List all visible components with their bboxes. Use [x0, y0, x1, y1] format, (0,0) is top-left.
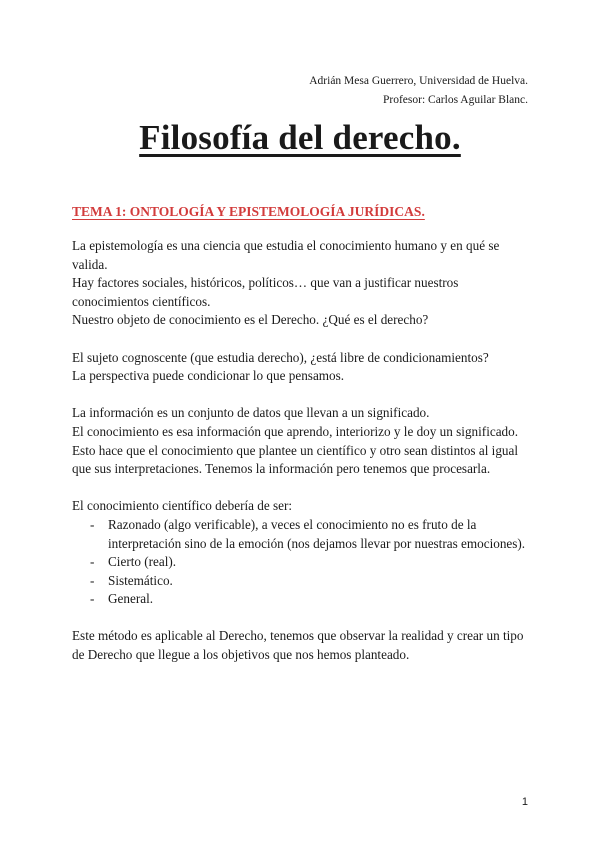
paragraph-subject	[72, 349, 530, 386]
paragraph-line: El conocimiento es esa información que aprendo, interiorizo y le doy un significado. Esto hace que el conocimiento que plantee un científico y otro sean distintos al igual que sus interpretaciones. Tenemos la información pero tenemos que procesarla.	[72, 423, 519, 477]
dash-bullet: -	[90, 516, 95, 532]
list-item	[72, 553, 530, 572]
paragraph-line: Hay factores sociales, históricos, políticos… que van a justificar nuestros conocimientos científicos.	[72, 275, 459, 309]
paragraph-epistemology	[72, 237, 530, 330]
page-title: Filosofía del derecho.	[139, 118, 461, 157]
paragraph-line: El sujeto cognoscente (que estudia derecho), ¿está libre de condicionamientos?	[72, 349, 489, 365]
document-header	[309, 72, 528, 110]
paragraph-line: La perspectiva puede condicionar lo que pensamos.	[72, 368, 345, 384]
list-item-text: Razonado (algo verificable), a veces el conocimiento no es fruto de la interpretación sino de la emoción (nos dejamos llevar por nuestras emociones).	[108, 516, 526, 551]
list-intro: El conocimiento científico debería de ser:	[72, 498, 293, 514]
criteria-list	[72, 516, 530, 609]
list-item	[72, 516, 530, 553]
dash-bullet: -	[90, 572, 95, 588]
page-number: 1	[521, 796, 528, 808]
list-item-text: General.	[108, 591, 154, 607]
professor-line: Profesor: Carlos Aguilar Blanc.	[382, 94, 528, 106]
author-line: Adrián Mesa Guerrero, Universidad de Huelva.	[309, 75, 528, 87]
section-heading: TEMA 1: ONTOLOGÍA Y EPISTEMOLOGÍA JURÍDICAS.	[72, 204, 425, 219]
dash-bullet: -	[90, 554, 95, 570]
list-item-text: Sistemático.	[108, 572, 173, 588]
list-item	[72, 590, 530, 609]
paragraph-line: La información es un conjunto de datos que llevan a un significado.	[72, 405, 430, 421]
dash-bullet: -	[90, 591, 95, 607]
paragraph-line: La epistemología es una ciencia que estudia el conocimiento humano y en qué se valida.	[72, 238, 500, 272]
paragraph-line: Nuestro objeto de conocimiento es el Derecho. ¿Qué es el derecho?	[72, 312, 429, 328]
document-body	[72, 237, 530, 683]
list-item	[72, 572, 530, 591]
list-item-text: Cierto (real).	[108, 554, 177, 570]
closing-paragraph: Este método es aplicable al Derecho, tenemos que observar la realidad y crear un tipo de Derecho que llegue a los objetivos que nos hemos planteado.	[72, 628, 524, 663]
paragraph-information	[72, 404, 530, 478]
